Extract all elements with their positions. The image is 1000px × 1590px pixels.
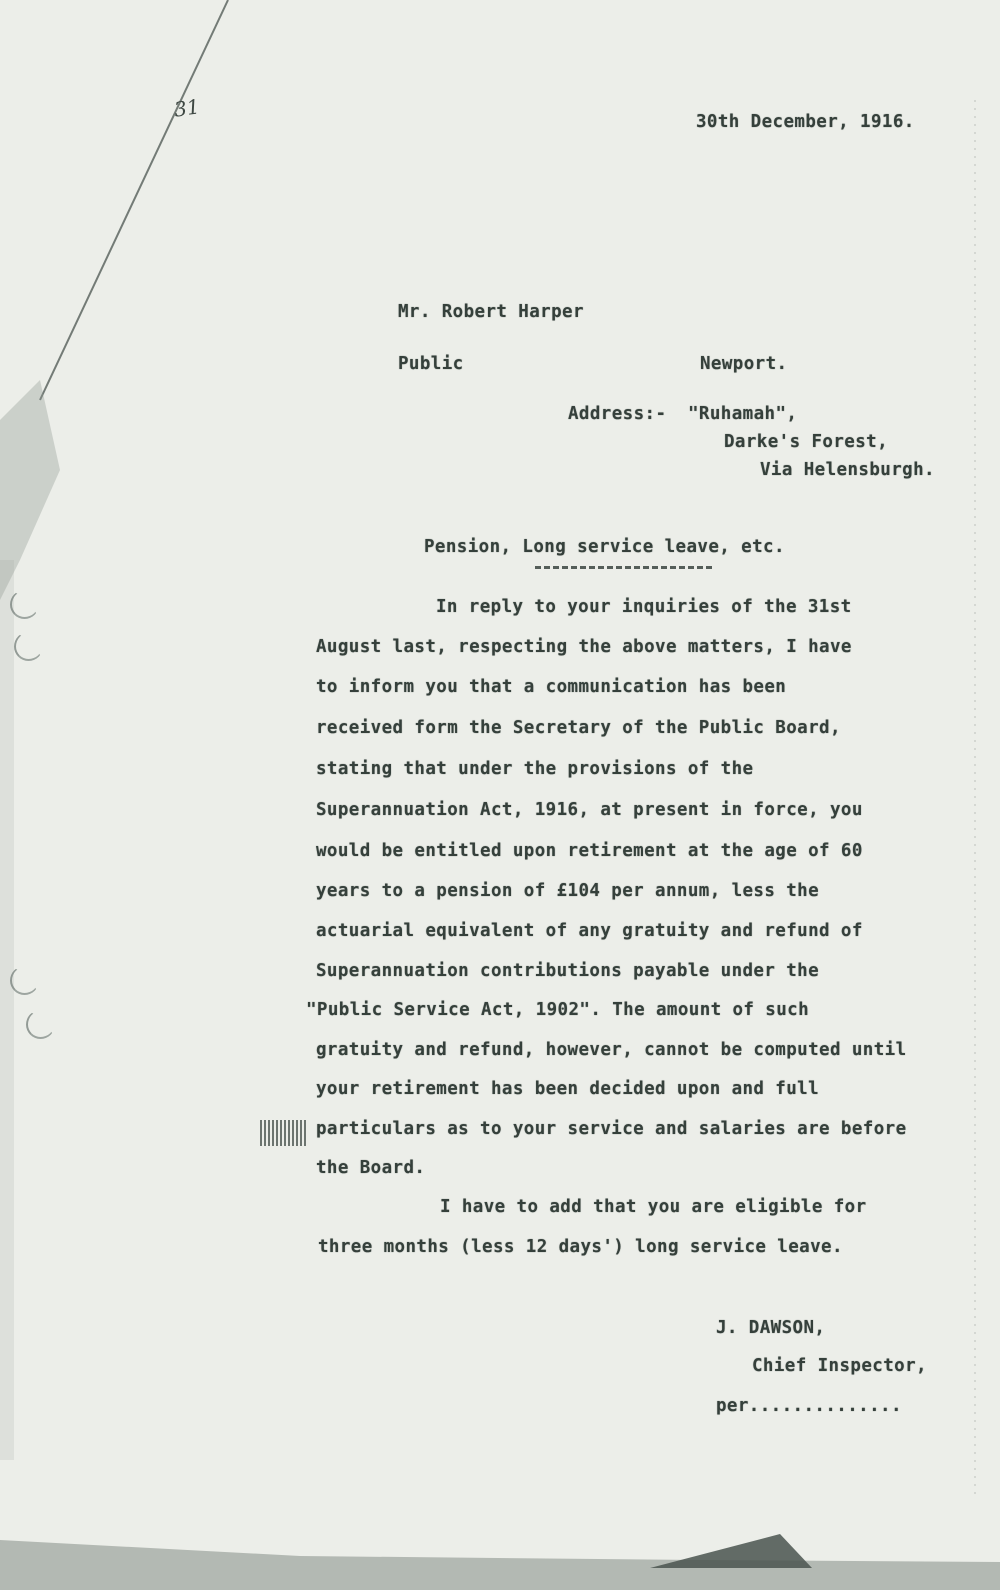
signature-per: per.............. [716, 1396, 902, 1416]
body-line: I have to add that you are eligible for [440, 1197, 867, 1217]
body-line: your retirement has been decided upon and full [316, 1079, 820, 1099]
body-line: years to a pension of £104 per annum, less the [316, 881, 820, 901]
signature-title: Chief Inspector, [752, 1356, 927, 1376]
punch-hole [26, 1010, 55, 1039]
address-label: Address:- [568, 404, 667, 424]
body-line: actuarial equivalent of any gratuity and refund of [316, 921, 863, 941]
punch-hole [10, 966, 39, 995]
body-line: received form the Secretary of the Public Board, [316, 718, 841, 738]
body-line: In reply to your inquiries of the 31st [436, 597, 852, 617]
bottom-wedge [650, 1534, 812, 1568]
body-line: to inform you that a communication has been [316, 677, 787, 697]
body-line: "Public Service Act, 1902". The amount of such [306, 1000, 810, 1020]
recipient-name: Mr. Robert Harper [398, 302, 584, 322]
letter-date: 30th December, 1916. [696, 112, 915, 132]
ink-smudge [258, 1120, 308, 1146]
body-line: August last, respecting the above matters, I have [316, 637, 852, 657]
bottom-shadow [0, 1540, 1000, 1590]
signature-name: J. DAWSON, [716, 1318, 826, 1338]
subject-underline [535, 566, 713, 569]
body-line: Superannuation Act, 1916, at present in force, you [316, 800, 863, 820]
address-line-1: "Ruhamah", [688, 404, 798, 424]
recipient-department: Public [398, 354, 464, 374]
body-line: three months (less 12 days') long service leave. [318, 1237, 843, 1257]
subject-heading: Pension, Long service leave, etc. [424, 537, 785, 557]
punch-hole [14, 632, 43, 661]
body-line: Superannuation contributions payable under the [316, 961, 820, 981]
body-line: stating that under the provisions of the [316, 759, 754, 779]
address-line-2: Darke's Forest, [724, 432, 889, 452]
body-line: the Board. [316, 1158, 426, 1178]
body-line: would be entitled upon retirement at the age of 60 [316, 841, 863, 861]
margin-note: 31 [172, 94, 201, 122]
recipient-place: Newport. [700, 354, 788, 374]
body-line: particulars as to your service and salaries are before [316, 1119, 907, 1139]
punch-hole [10, 590, 39, 619]
fold-line [40, 0, 228, 400]
body-line: gratuity and refund, however, cannot be computed until [316, 1040, 907, 1060]
address-line-3: Via Helensburgh. [760, 460, 935, 480]
left-edge-shadow [0, 560, 14, 1460]
